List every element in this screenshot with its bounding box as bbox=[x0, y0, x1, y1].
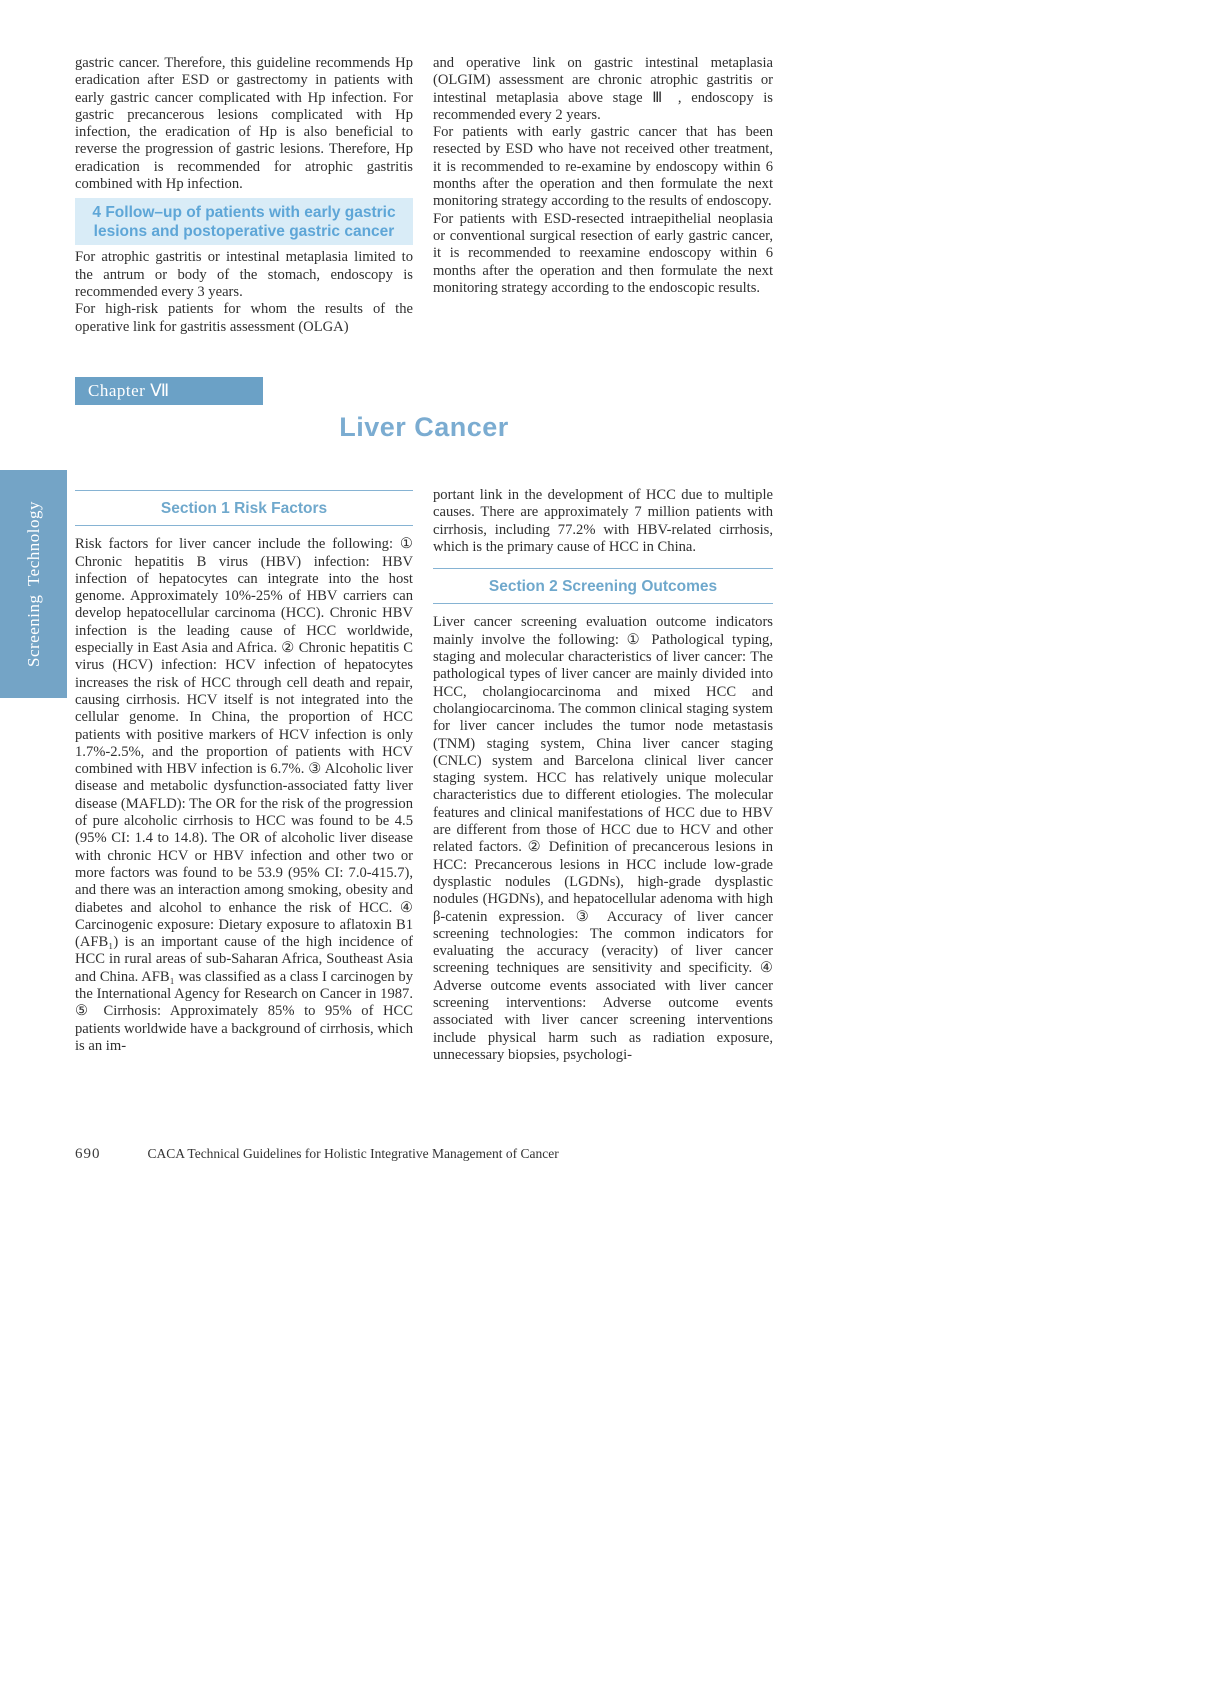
body-paragraph: For patients with early gastric cancer that has been resected by ESD who have not received other treatment, it is recommended to re-examine by endoscopy within 6 months after the operation and then formulate the next monitoring strategy according to the results of endoscopy. bbox=[433, 124, 773, 210]
chapter-title: Liver Cancer bbox=[339, 412, 509, 442]
main-left-column bbox=[75, 490, 413, 1055]
section-1-heading: Section 1 Risk Factors bbox=[75, 490, 413, 526]
chapter-banner: Chapter Ⅶ bbox=[75, 377, 263, 405]
body-paragraph: and operative link on gastric intestinal metaplasia (OLGIM) assessment are chronic atrophic gastritis or intestinal metaplasia above stage Ⅲ , endoscopy is recommended every 2 years. bbox=[433, 55, 773, 123]
body-paragraph: gastric cancer. Therefore, this guideline recommends Hp eradication after ESD or gastrectomy in patients with early gastric cancer complicated with Hp infection. For gastric precancerous lesions complicated with Hp infection, the eradication of Hp is also beneficial to reverse the progression of gastric lesions. Therefore, Hp eradication is recommended for atrophic gastritis combined with Hp infection. bbox=[75, 55, 413, 193]
top-right-column bbox=[433, 55, 773, 297]
side-tab-label: Screening Technology bbox=[23, 501, 43, 667]
top-left-column bbox=[75, 55, 413, 336]
body-paragraph: For high-risk patients for whom the results of the operative link for gastritis assessment (OLGA) bbox=[75, 301, 413, 335]
page-footer bbox=[75, 1146, 775, 1163]
section-1-body-continuation: portant link in the development of HCC due to multiple causes. There are approximately 7 million patients with cirrhosis, including 77.2% with HBV-related cirrhosis, which is the primary cause of HCC in China. bbox=[433, 487, 773, 555]
body-paragraph: For patients with ESD-resected intraepithelial neoplasia or conventional surgical resection of early gastric cancer, it is recommended to reexamine endoscopy within 6 months after the operation and then formulate the next monitoring strategy according to the endoscopic results. bbox=[433, 210, 773, 296]
body-paragraph: For atrophic gastritis or intestinal metaplasia limited to the antrum or body of the stomach, endoscopy is recommended every 3 years. bbox=[75, 249, 413, 300]
side-tab-screening-technology bbox=[0, 470, 67, 698]
section-2-body: Liver cancer screening evaluation outcome indicators mainly involve the following: ① Pathological typing, staging and molecular characteristics of liver cancer: The pathological types of liver cancer are mainly divided into HCC, cholangiocarcinoma and mixed HCC and cholangiocarcinoma. The common clinical staging system for liver cancer includes the tumor node metastasis (TNM) staging system, China liver cancer staging (CNLC) system and Barcelona clinical liver cancer staging system. HCC has relatively unique molecular characteristics due to different etiologies. The molecular features and clinical manifestations of HCC due to HBV are different from those of HCC due to HCV and other related factors. ② Definition of precancerous lesions in HCC: Precancerous lesions in HCC include low-grade dysplastic nodules (LGDNs), high-grade dysplastic nodules (HGDNs), and hepatocellular adenoma with high β-catenin expression. ③ Accuracy of liver cancer screening technologies: The common indicators for evaluating the accuracy (veracity) of liver cancer screening techniques are sensitivity and specificity. ④ Adverse outcome events associated with liver cancer screening interventions: Adverse outcome events associated with liver cancer screening interventions include physical harm such as radiation exposure, unnecessary biopsies, psychologi- bbox=[433, 614, 773, 1063]
section-1-body: Risk factors for liver cancer include the following: ① Chronic hepatitis B virus (HBV) infection: HBV infection of hepatocytes can integrate into the host genome. Approximately 10%-25% of HBV carriers can develop hepatocellular carcinoma (HCC). Chronic HBV infection is the leading cause of HCC worldwide, especially in East Asia and Africa. ② Chronic hepatitis C virus (HCV) infection: HCV infection of hepatocytes increases the risk of HCC through cell death and repair, causing cirrhosis. HCV itself is not integrated into the cellular genome. In China, the proportion of HCC patients with positive markers of HCV infection is only 1.7%-2.5%, and the proportion of patients with HCV combined with HBV infection is 6.7%. ③ Alcoholic liver disease and metabolic dysfunction-associated fatty liver disease (MAFLD): The OR for the risk of the progression of pure alcoholic cirrhosis to HCC was found to be 4.5 (95% CI: 1.4 to 14.8). The OR of alcoholic liver disease with chronic HCV or HBV infection and other two or more factors was found to be 53.9 (95% CI: 7.0-415.7), and there was an interaction among smoking, obesity and diabetes and alcohol to enhance the risk of HCC. ④ Carcinogenic exposure: Dietary exposure to aflatoxin B1 (AFB₁) is an important cause of the high incidence of HCC in rural areas of sub-Saharan Africa, Southeast Asia and China. AFB₁ was classified as a class I carcinogen by the International Agency for Research on Cancer in 1987. ⑤ Cirrhosis: Approximately 85% to 95% of HCC patients worldwide have a background of cirrhosis, which is an im- bbox=[75, 536, 413, 1054]
footer-book-title: CACA Technical Guidelines for Holistic Integrative Management of Cancer bbox=[147, 1146, 559, 1161]
page-number: 690 bbox=[75, 1146, 101, 1162]
section-2-heading: Section 2 Screening Outcomes bbox=[433, 568, 773, 604]
main-right-column bbox=[433, 487, 773, 1064]
subsection-heading-followup: 4 Follow–up of patients with early gastric lesions and postoperative gastric cancer bbox=[75, 198, 413, 245]
